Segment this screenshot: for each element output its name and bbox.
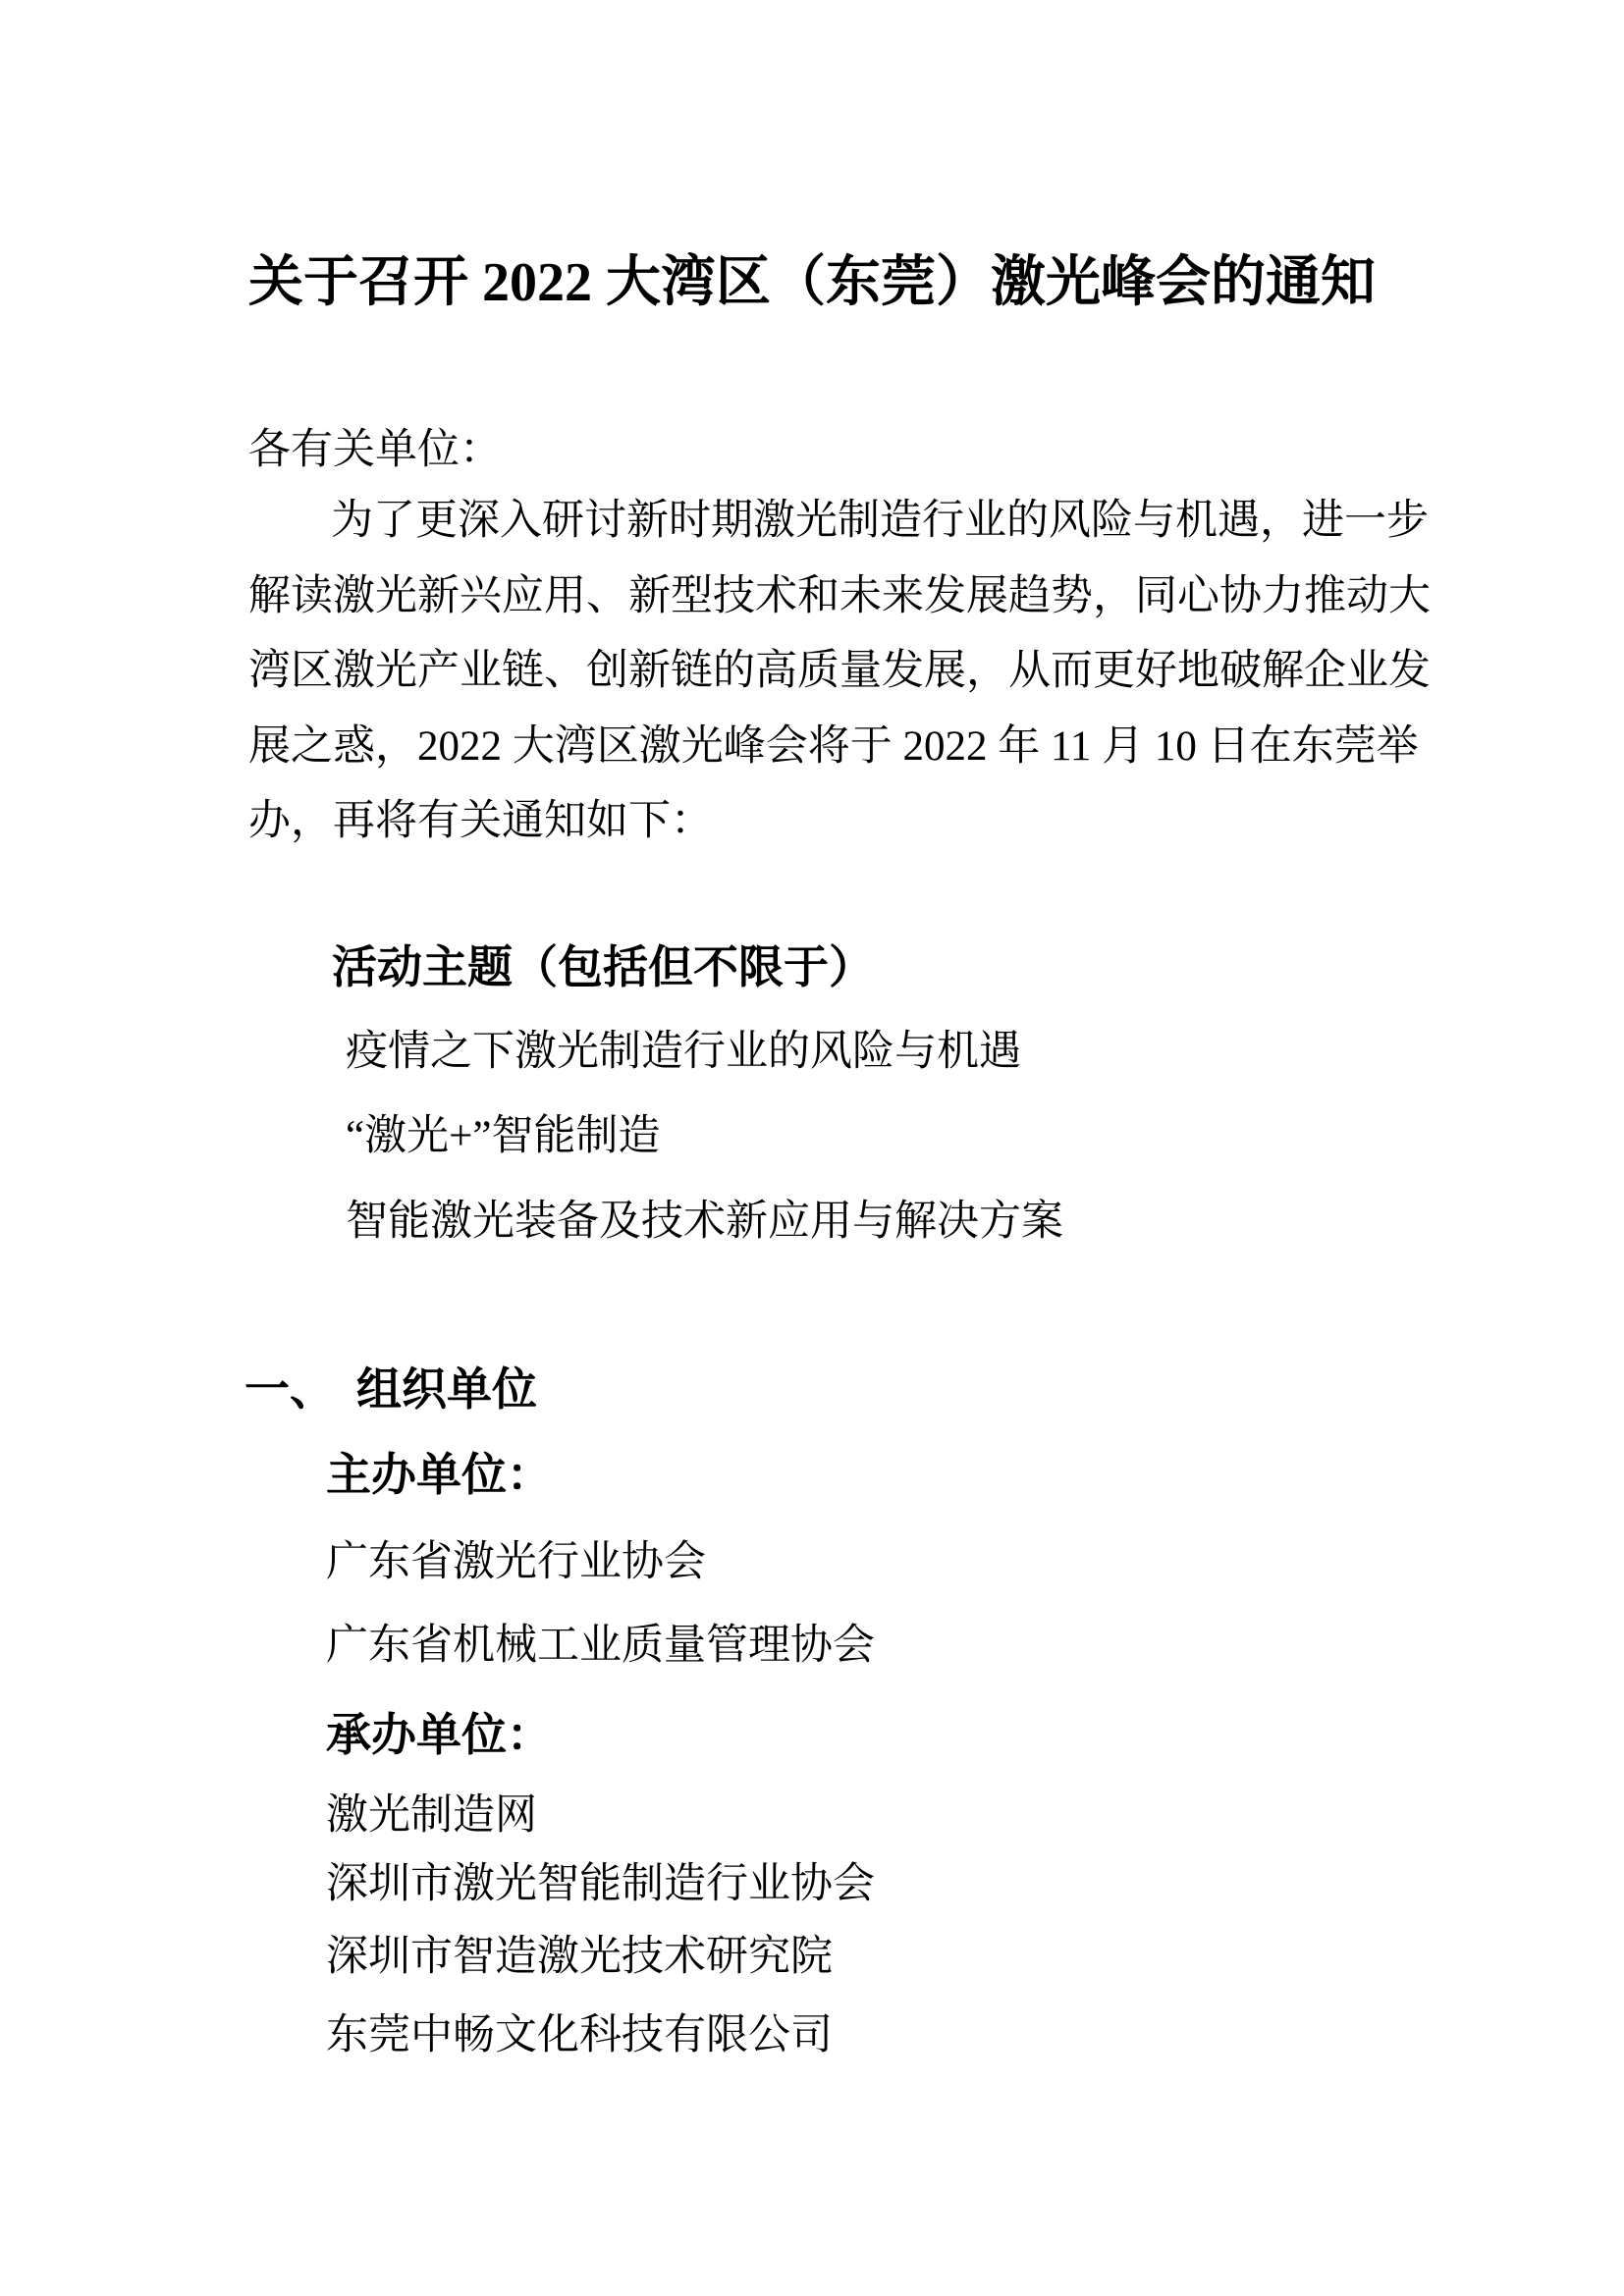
intro-line: 展之惑，2022 大湾区激光峰会将于 2022 年 11 月 10 日在东莞举 [248,722,1419,770]
theme-item: “激光+”智能制造 [346,1113,661,1159]
intro-line: 湾区激光产业链、创新链的高质量发展，从而更好地破解企业发 [248,648,1431,694]
section-heading [244,1364,1624,1415]
section-title: 组织单位 [356,1364,537,1415]
section-number: 一、 [244,1364,335,1415]
intro-line: 办，再将有关通知如下： [248,798,713,844]
salutation: 各有关单位： [248,427,502,473]
organizer-item: 深圳市激光智能制造行业协会 [326,1861,875,1907]
intro-line: 为了更深入研讨新时期激光制造行业的风险与机遇，进一步 [331,498,1429,544]
organizer-label: 承办单位： [326,1710,552,1760]
organizer-item: 深圳市智造激光技术研究院 [326,1934,833,1980]
organizer-item: 东莞中畅文化科技有限公司 [326,2012,833,2058]
host-item: 广东省机械工业质量管理协会 [326,1623,875,1669]
intro-line: 解读激光新兴应用、新型技术和未来发展趋势，同心协力推动大 [248,572,1431,619]
organizer-item: 激光制造网 [326,1792,537,1839]
host-item: 广东省激光行业协会 [326,1539,706,1585]
host-label: 主办单位： [326,1450,552,1500]
title-row [0,252,1624,313]
theme-item: 疫情之下激光制造行业的风险与机遇 [346,1028,1021,1075]
document-title: 关于召开 2022 大湾区（东莞）激光峰会的通知 [248,252,1376,313]
theme-item: 智能激光装备及技术新应用与解决方案 [346,1198,1063,1245]
themes-heading: 活动主题（包括但不限于） [332,941,874,992]
